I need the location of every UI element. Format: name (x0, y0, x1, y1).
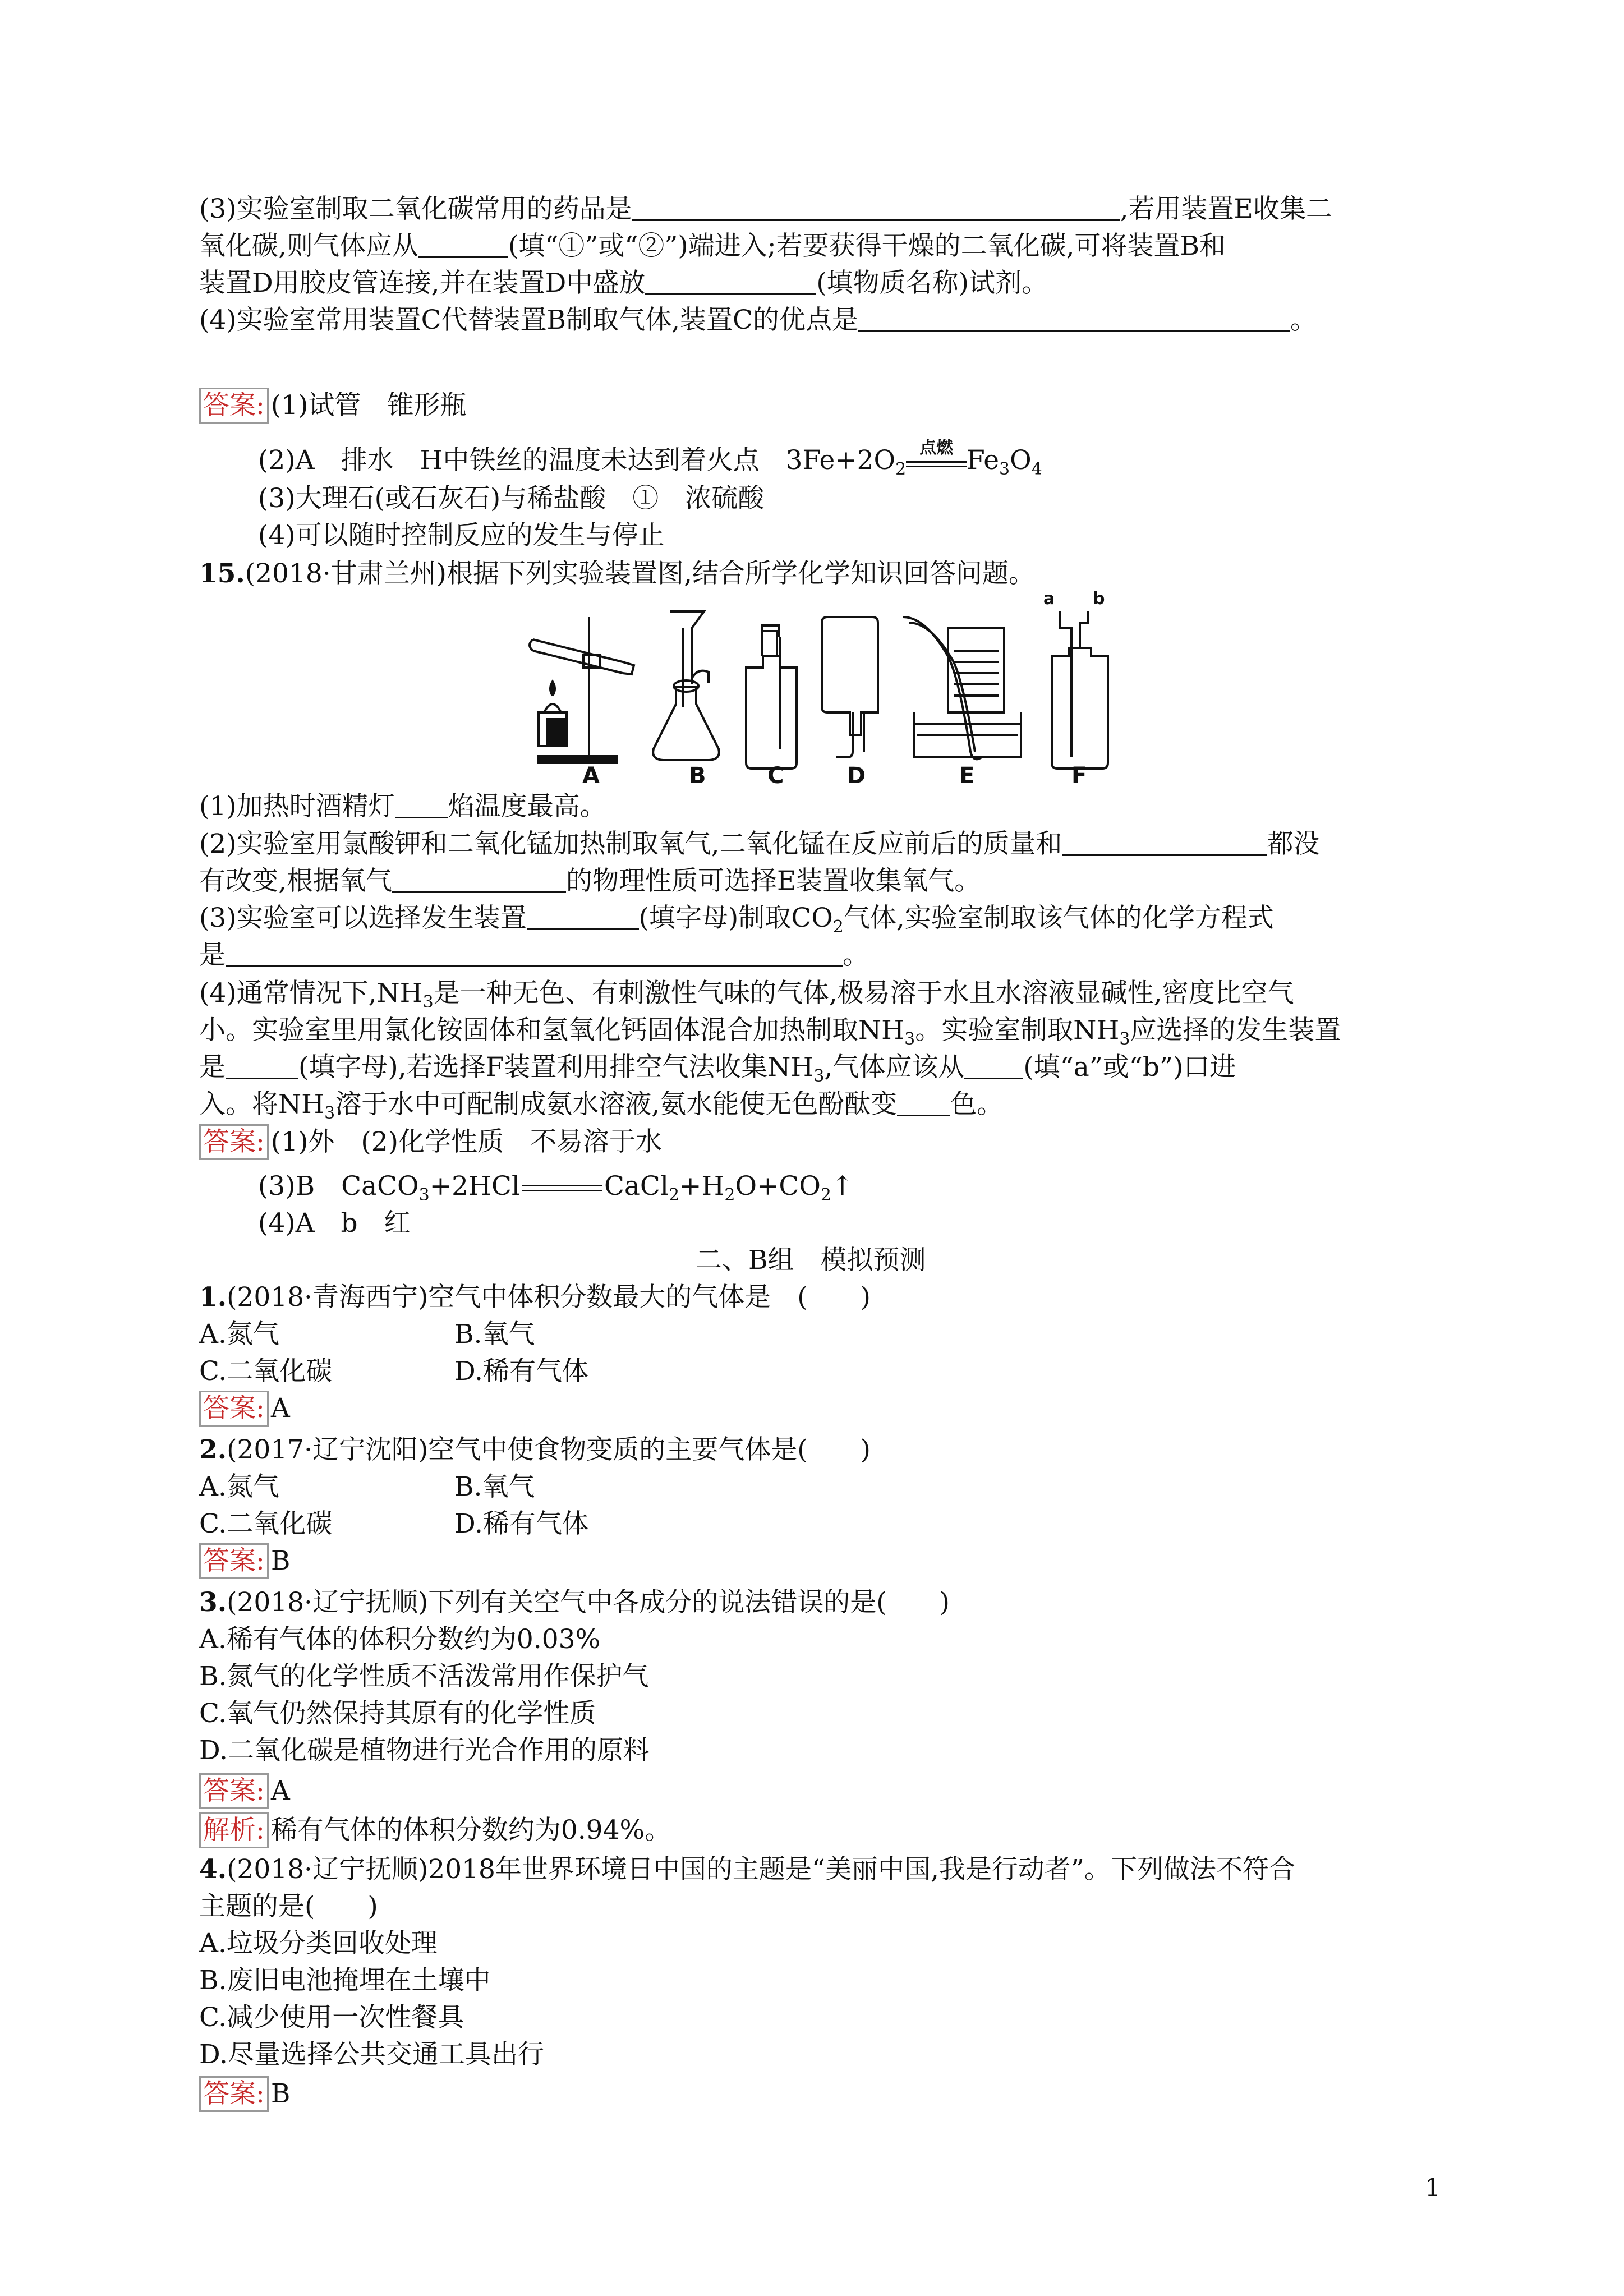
option-c[interactable]: C.二氧化碳 (199, 1356, 333, 1387)
q15-title (199, 555, 1035, 592)
option-a[interactable]: A.氮气 (199, 1471, 279, 1502)
text: 是 (199, 1052, 226, 1083)
text: 是 (199, 940, 226, 970)
subscript: 2 (668, 1185, 680, 1205)
answer-text: +2HCl (429, 1171, 520, 1202)
subscript: 2 (820, 1185, 831, 1205)
equals-sign (520, 1175, 604, 1197)
mc4-option-b[interactable]: B.废旧电池掩埋在土壤中 (199, 1965, 491, 1996)
answer-blank[interactable] (392, 867, 566, 893)
answer-text: A (270, 1393, 290, 1424)
q15-part1 (199, 788, 606, 825)
mc2-answer (199, 1543, 290, 1580)
mc4-option-a[interactable]: A.垃圾分类回收处理 (199, 1928, 438, 1959)
apparatus-e-drawing (903, 617, 1021, 759)
text: 是一种无色、有刺激性气味的气体,极易溶于水且水溶液显碱性,密度比空气 (433, 978, 1294, 1009)
answer-text: (1)试管 锥形瓶 (270, 390, 467, 421)
text: ,气体应该从 (824, 1052, 965, 1083)
text: 装置D用胶皮管连接,并在装置D中盛放 (199, 268, 646, 298)
text: (填物质名称)试剂。 (816, 268, 1048, 298)
q15-answer-line3 (258, 1205, 411, 1242)
q15-part2-line1 (199, 826, 1320, 863)
q14-part4 (199, 302, 1317, 339)
text: 气体,实验室制取该气体的化学方程式 (843, 903, 1274, 933)
text: (3)实验室制取二氧化碳常用的药品是 (199, 194, 632, 224)
text: 应选择的发生装置 (1130, 1015, 1341, 1046)
answer-blank[interactable] (395, 792, 448, 818)
option-d[interactable]: D.稀有气体 (454, 1508, 588, 1539)
question-stem: (2018·辽宁抚顺)2018年世界环境日中国的主题是“美丽中国,我是行动者”。下列做法不符合 (227, 1854, 1295, 1885)
apparatus-c-drawing (746, 625, 797, 769)
mc3-analysis (199, 1812, 671, 1849)
text: (填字母)制取CO (638, 903, 833, 933)
text: 。 (1290, 305, 1317, 335)
answer-tag: 答案: (199, 1124, 269, 1160)
option-d[interactable]: D.稀有气体 (454, 1356, 588, 1387)
text: (3)实验室可以选择发生装置 (199, 903, 527, 933)
subscript: 3 (1119, 1029, 1130, 1049)
q14-answer-line1 (199, 387, 466, 424)
mc1-options-row2 (199, 1353, 588, 1390)
answer-tag: 答案: (199, 1773, 269, 1809)
text: 。实验室制取NH (915, 1015, 1120, 1046)
equal-line (522, 1190, 602, 1191)
text: 色。 (950, 1089, 1004, 1120)
answer-tag: 答案: (199, 2076, 269, 2112)
answer-text: A (270, 1775, 290, 1806)
mc1-options-row1 (199, 1316, 535, 1353)
subscript: 2 (832, 917, 844, 937)
question-number: 2. (199, 1434, 227, 1465)
answer-text: Fe (967, 445, 1000, 476)
mc3-answer (199, 1773, 290, 1810)
answer-text: B (270, 1545, 291, 1576)
equal-line (522, 1185, 602, 1186)
answer-text: (4)可以随时控制反应的发生与停止 (258, 520, 665, 551)
question-stem: (2018·甘肃兰州)根据下列实验装置图,结合所学化学知识回答问题。 (245, 558, 1035, 589)
option-c[interactable]: C.二氧化碳 (199, 1508, 333, 1539)
text: 有改变,根据氧气 (199, 866, 392, 896)
text: (2)实验室用氯酸钾和二氧化锰加热制取氧气,二氧化锰在反应前后的质量和 (199, 829, 1062, 859)
subscript: 2 (895, 459, 907, 479)
apparatus-label-a: A (582, 763, 600, 789)
analysis-tag: 解析: (199, 1812, 269, 1848)
mc3-option-a[interactable]: A.稀有气体的体积分数约为0.03% (199, 1624, 601, 1655)
q14-answer-line4 (258, 517, 665, 554)
gas-arrow: ↑ (831, 1171, 854, 1202)
section-heading: 二、B组 模拟预测 (696, 1245, 926, 1276)
mc2-options-row2 (199, 1506, 588, 1543)
page-number: 1 (1425, 2174, 1441, 2202)
answer-text: B (270, 2078, 291, 2109)
text: (填字母),若选择F装置利用排空气法收集NH (298, 1052, 814, 1083)
answer-blank[interactable] (964, 1053, 1023, 1079)
text: 溶于水中可配制成氨水溶液,氨水能使无色酚酞变 (335, 1089, 898, 1120)
answer-blank[interactable] (418, 232, 508, 258)
text: 焰温度最高。 (448, 791, 606, 822)
answer-blank[interactable] (226, 1053, 298, 1079)
mc-question-1 (199, 1279, 871, 1316)
answer-blank[interactable] (527, 904, 639, 930)
answer-text: +H (679, 1171, 725, 1202)
answer-tag: 答案: (199, 1391, 269, 1427)
equal-line (906, 461, 967, 463)
analysis-text: 稀有气体的体积分数约为0.94%。 (270, 1815, 671, 1846)
question-number: 15. (199, 558, 245, 589)
text: 都没 (1267, 829, 1320, 859)
answer-text: (3)大理石(或石灰石)与稀盐酸 ① 浓硫酸 (258, 483, 765, 514)
apparatus-label-d: D (847, 763, 866, 789)
apparatus-label-c: C (767, 763, 784, 789)
subscript: 4 (1031, 459, 1042, 479)
subscript: 3 (418, 1185, 430, 1205)
text: 入。将NH (199, 1089, 325, 1120)
apparatus-label-b: B (689, 763, 706, 789)
port-label-a: a (1043, 589, 1055, 609)
text: 小。实验室里用氯化铵固体和氢氧化钙固体混合加热制取NH (199, 1015, 905, 1046)
answer-text: (4)A b 红 (258, 1208, 411, 1239)
answer-text: (2)A 排水 H中铁丝的温度未达到着火点 3Fe+2O (258, 445, 896, 476)
option-a[interactable]: A.氮气 (199, 1319, 279, 1350)
mc-question-2 (199, 1432, 871, 1469)
equal-line (906, 466, 967, 467)
apparatus-b-drawing (653, 611, 719, 760)
mc2-options-row1 (199, 1469, 535, 1506)
q14-part3-line2 (199, 228, 1226, 265)
port-label-b: b (1093, 589, 1105, 609)
apparatus-a-drawing (530, 617, 634, 763)
mc-question-4 (199, 1851, 1295, 1888)
answer-blank[interactable] (1062, 830, 1267, 856)
text: (4)通常情况下,NH (199, 978, 423, 1009)
text: (1)加热时酒精灯 (199, 791, 395, 822)
apparatus-svg (516, 595, 1128, 791)
apparatus-label-f: F (1071, 763, 1087, 789)
mc3-option-b[interactable]: B.氮气的化学性质不活泼常用作保护气 (199, 1661, 649, 1692)
mc4-answer (199, 2076, 290, 2113)
answer-text: O (1010, 445, 1032, 476)
answer-blank[interactable] (226, 941, 843, 967)
text: (填“a”或“b”)口进 (1023, 1052, 1236, 1083)
answer-blank[interactable] (897, 1090, 950, 1116)
text: 的物理性质可选择E装置收集氧气。 (565, 866, 981, 896)
q14-part3-line1 (199, 191, 1332, 228)
subscript: 3 (324, 1103, 335, 1123)
q14-answer-line3 (258, 480, 764, 517)
apparatus-f-drawing (1052, 611, 1108, 769)
apparatus-d-drawing (822, 617, 878, 757)
answer-blank[interactable] (858, 306, 1290, 332)
answer-blank[interactable] (645, 269, 816, 295)
answer-tag: 答案: (199, 1543, 269, 1579)
mc1-answer (199, 1390, 290, 1427)
question-stem: (2018·青海西宁)空气中体积分数最大的气体是 ( ) (227, 1282, 871, 1313)
option-b[interactable]: B.氧气 (454, 1319, 535, 1350)
answer-text: O+CO (735, 1171, 821, 1202)
question-number: 4. (199, 1854, 227, 1885)
text: 氧化碳,则气体应从 (199, 231, 418, 261)
mc3-option-c[interactable]: C.氧气仍然保持其原有的化学性质 (199, 1698, 596, 1729)
answer-text: (3)B CaCO (258, 1171, 419, 1202)
condition-text: 点燃 (919, 438, 954, 458)
q15-part3-line2 (199, 937, 869, 974)
text: ,若用装置E收集二 (1120, 194, 1332, 224)
subscript: 3 (422, 992, 434, 1012)
question-number: 3. (199, 1587, 227, 1618)
text: (填“①”或“②”)端进入;若要获得干燥的二氧化碳,可将装置B和 (508, 231, 1226, 261)
lab-apparatus-figure (516, 589, 1128, 791)
subscript: 3 (904, 1029, 915, 1049)
mc-question-3 (199, 1584, 950, 1621)
text: 。 (843, 940, 869, 970)
option-b[interactable]: B.氧气 (454, 1471, 535, 1502)
mc4-option-d[interactable]: D.尽量选择公共交通工具出行 (199, 2039, 544, 2070)
q14-part3-line3 (199, 265, 1048, 302)
subscript: 3 (999, 459, 1010, 479)
mc3-option-d[interactable]: D.二氧化碳是植物进行光合作用的原料 (199, 1735, 650, 1766)
mc4-stem-line2: 主题的是( ) (199, 1891, 378, 1922)
text: (4)实验室常用装置C代替装置B制取气体,装置C的优点是 (199, 305, 858, 335)
mc4-option-c[interactable]: C.减少使用一次性餐具 (199, 2002, 464, 2033)
subscript: 2 (724, 1185, 735, 1205)
subscript: 3 (813, 1066, 825, 1086)
answer-tag: 答案: (199, 388, 269, 424)
answer-text: (1)外 (2)化学性质 不易溶于水 (270, 1126, 662, 1157)
question-stem: (2018·辽宁抚顺)下列有关空气中各成分的说法错误的是( ) (227, 1587, 950, 1618)
question-number: 1. (199, 1282, 227, 1313)
answer-blank[interactable] (632, 195, 1120, 221)
apparatus-label-e: E (959, 763, 975, 789)
q15-part2-line2 (199, 863, 981, 900)
reaction-condition (906, 438, 967, 471)
answer-text: CaCl (604, 1171, 669, 1202)
q15-answer-line1 (199, 1124, 662, 1161)
question-stem: (2017·辽宁沈阳)空气中使食物变质的主要气体是( ) (227, 1434, 871, 1465)
